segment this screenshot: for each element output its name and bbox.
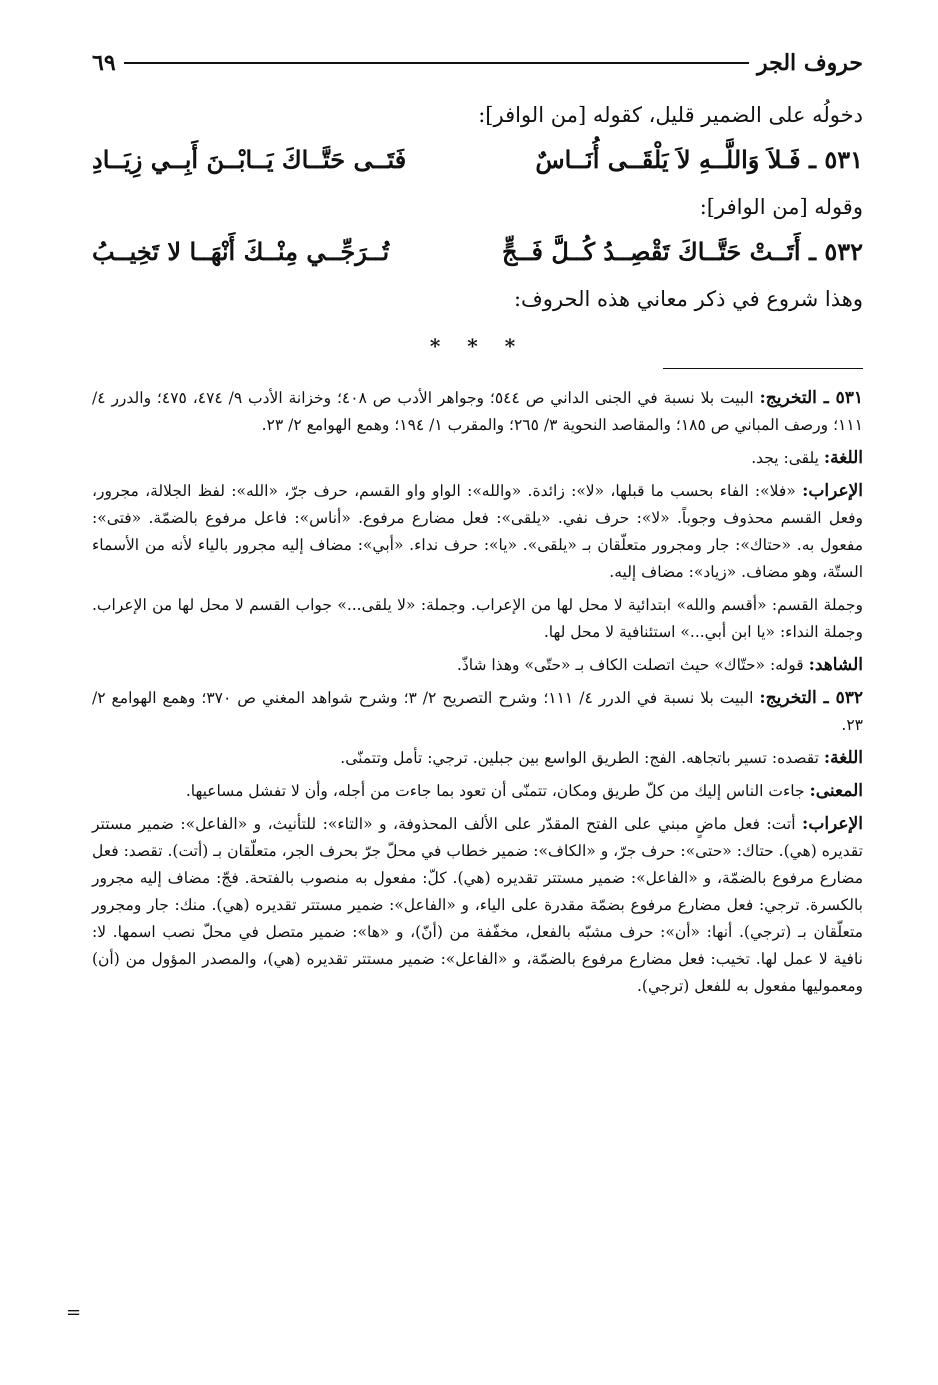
verse-532-hemistich-2: تُــرَجِّــي مِنْــكَ أَنْهَــا لا تَخِيــبُ	[92, 237, 390, 266]
verse-531	[92, 142, 863, 178]
note-text: يلقى: يجد.	[751, 449, 819, 467]
verse-532	[92, 234, 863, 270]
note-label: الإعراب:	[802, 481, 864, 501]
note-532-irab	[92, 811, 863, 1000]
section-separator: * * *	[429, 334, 526, 358]
note-text: «فلا»: الفاء بحسب ما قبلها، «لا»: زائدة. «والله»: الواو واو القسم، حرف جرّ، «الله»: لفظ الجلالة، مجرور، وفعل القسم محذوف وجوباً. «لا»: حرف نفي. «يلقى»: فعل مضارع مرفوع. «أناس»: فاعل مرفوع بالضمّة. «فتى»: مفعول به. «حتاك»: جار ومجرور متعلّقان بـ «يلقى». «يا»: حرف نداء. «أبي»: مضاف إليه مجرور بالياء لأنه من الأسماء الستّة، وهو مضاف. «زياد»: مضاف إليه.	[92, 482, 863, 581]
verse-531-number: ٥٣١ ـ	[808, 145, 863, 174]
note-532-lugha	[92, 745, 863, 772]
note-text: جاءت الناس إليك من كلّ طريق ومكان، تتمنّى أن تعود بما جاءت من أجله، وأن لا تفشل مساعيها.	[185, 782, 805, 800]
note-532-takhrij	[92, 685, 863, 739]
note-label: ٥٣١ ـ التخريج:	[759, 388, 864, 408]
note-label: المعنى:	[809, 781, 863, 801]
note-label: اللغة:	[823, 748, 863, 768]
note-label: الشاهد:	[808, 655, 863, 675]
note-text: أتت: فعل ماضٍ مبني على الفتح المقدّر على الألف المحذوفة، و «التاء»: للتأنيث، و «الفاعل»: ضمير مستتر تقديره (هي). حتاك: «حتى»: حرف جرّ، و «الكاف»: ضمير خطاب في محلّ جرّ بحرف الجر، متعلّقان بـ (أتت). تقصد: فعل مضارع مرفوع بالضمّة، و «الفاعل»: ضمير مستتر تقديره (هي). كلّ: مفعول به منصوب بالفتحة. فجّ: مضاف إليه مجرور بالكسرة. ترجي: فعل مضارع مرفوع بضمّة مقدرة على الياء، و «الفاعل»: ضمير مستتر تقديره (هي). منك: جار ومجرور متعلّقان بـ (ترجي). أنها: «أن»: حرف مشبّه بالفعل، مخفّفة من (أنّ)، و «ها»: ضمير متصل في محلّ نصب اسمها. لا: نافية لا عمل لها. تخيب: فعل مضارع مرفوع بالضمّة، و «الفاعل»: ضمير مستتر تقديره (هي)، والمصدر المؤول من (أن) ومعموليها مفعول به للفعل (ترجي).	[92, 815, 863, 995]
note-text: قوله: «حتّاك» حيث اتصلت الكاف بـ «حتّى» وهذا شاذّ.	[456, 656, 804, 674]
note-531-lugha	[92, 445, 863, 472]
verse-531-hemistich-2: فَتَــى حَتَّــاكَ يَــابْــنَ أَبِــي زِيَــادِ	[92, 145, 407, 174]
header-rule	[124, 62, 749, 64]
running-title: حروف الجر	[757, 50, 863, 76]
verse-532-number: ٥٣٢ ـ	[808, 237, 863, 266]
outro-line: وهذا شروع في ذكر معاني هذه الحروف:	[513, 287, 863, 311]
note-531-shahid	[92, 652, 863, 679]
intro-line: دخولُه على الضمير قليل، كقوله [من الوافر]:	[478, 103, 863, 127]
note-532-mana	[92, 778, 863, 805]
note-531-jumla: وجملة القسم: «أقسم والله» ابتدائية لا محل لها من الإعراب. وجملة: «لا يلقى...» جواب القسم لا محل لها من الإعراب. وجملة النداء: «يا ابن أبي...» استئنافية لا محل لها.	[92, 596, 863, 641]
margin-mark: =	[66, 1302, 82, 1323]
note-531-irab	[92, 478, 863, 586]
note-label: ٥٣٢ ـ التخريج:	[759, 688, 864, 708]
main-text	[92, 100, 863, 1006]
note-text: البيت بلا نسبة في الجنى الداني ص ٥٤٤؛ وجواهر الأدب ص ٤٠٨؛ وخزانة الأدب ٩/ ٤٧٤، ٤٧٥؛ والدرر ٤/ ١١١؛ ورصف المباني ص ١٨٥؛ والمقاصد النحوية ٣/ ٢٦٥؛ والمقرب ١/ ١٩٤؛ وهمع الهوامع ٢/ ٢٣.	[92, 389, 863, 434]
footnote-divider	[663, 368, 863, 369]
verse-532-hemistich-1: أَتَــتْ حَتَّــاكَ تَقْصِــدُ كُــلَّ فَــجٍّ	[501, 237, 801, 266]
page-number: ٦٩	[92, 50, 116, 76]
note-text: البيت بلا نسبة في الدرر ٤/ ١١١؛ وشرح التصريح ٢/ ٣؛ وشرح شواهد المغني ص ٣٧٠؛ وهمع الهوامع ٢/ ٢٣.	[92, 689, 863, 734]
running-header	[92, 48, 863, 78]
note-label: الإعراب:	[802, 814, 863, 834]
verse-531-first-hemistich	[535, 142, 863, 178]
verse-531-hemistich-1: فَـلاَ وَاللَّــهِ لاَ يَلْقَــى أُنَــاسٌ	[535, 145, 801, 174]
intro2-line: وقوله [من الوافر]:	[699, 195, 863, 219]
verse-532-first-hemistich	[502, 234, 863, 270]
note-531-takhrij	[92, 385, 863, 439]
note-text: تقصده: تسير باتجاهه. الفج: الطريق الواسع بين جبلين. ترجي: تأمل وتتمنّى.	[340, 749, 819, 767]
note-label: اللغة:	[823, 448, 863, 468]
